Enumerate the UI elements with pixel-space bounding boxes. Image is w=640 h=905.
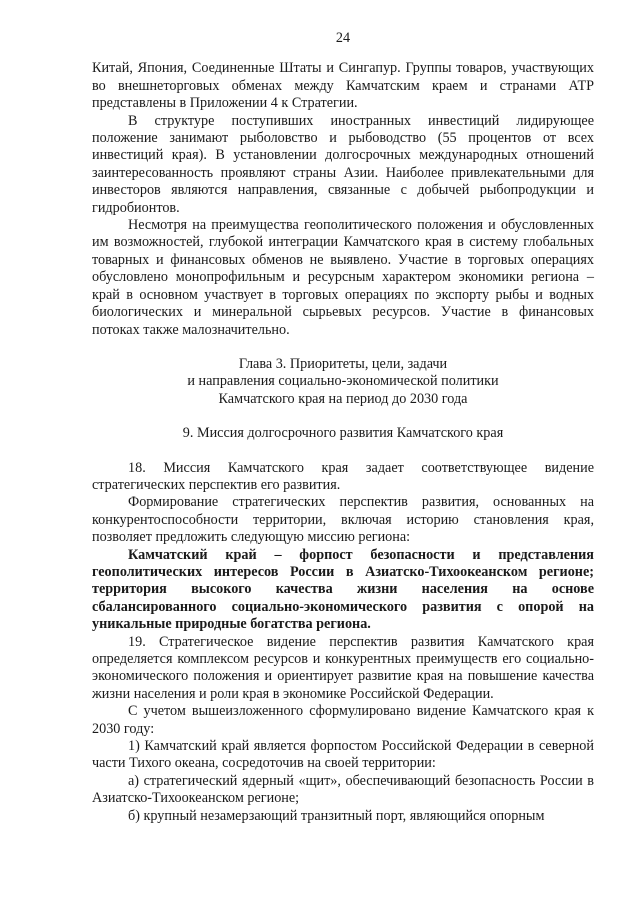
page-number: 24 (335, 30, 351, 46)
paragraph-trade-partners: Китай, Япония, Соединенные Штаты и Сингапур. Группы товаров, участвующих во внешнеторговых обменах между Камчатским краем и странами АТР представлены в Приложении 4 к Стратегии. (92, 60, 594, 112)
list-item-nuclear-shield: а) стратегический ядерный «щит», обеспечивающий безопасность России в Азиатско-Тихоокеанском регионе; (92, 772, 594, 807)
paragraph-mission-intro: 18. Миссия Камчатского края задает соответствующее видение стратегических перспектив его развития. (92, 459, 594, 493)
list-item-transit-port: б) крупный незамерзающий транзитный порт, являющийся опорным (128, 807, 545, 824)
paragraph-mission-formation: Формирование стратегических перспектив развития, основанных на конкурентоспособности территории, включая историю становления края, позволяет предложить следующую миссию региона: (92, 494, 594, 546)
section-heading: 9. Миссия долгосрочного развития Камчатского края (182, 425, 504, 442)
paragraph-strategic-vision: 19. Стратегическое видение перспектив развития Камчатского края определяется комплексом ресурсов и конкурентных преимуществ его социально-экономического положения и ориентирует развитие края на повышение качества жизни населения и роли края в экономике Российской Федерации. (92, 633, 594, 702)
chapter-heading (92, 356, 594, 408)
chapter-heading-line: Глава 3. Приоритеты, цели, задачи (238, 355, 448, 372)
paragraph-vision-2030: С учетом вышеизложенного сформулировано видение Камчатского края к 2030 году: (92, 703, 594, 737)
list-item-outpost: 1) Камчатский край является форпостом Российской Федерации в северной части Тихого океана, сосредоточив на своей территории: (92, 738, 594, 772)
paragraph-foreign-investment: В структуре поступивших иностранных инвестиций лидирующее положение занимают рыболовство и рыбоводство (55 процентов от всех инвестиций края). В установлении долгосрочных международных отношений заинтересованность проявляют страны Азии. Наиболее привлекательными для инвесторов являются направления, связанные с добычей рыбопродукции и гидробионтов. (92, 112, 594, 216)
chapter-heading-line: и направления социально-экономической политики (187, 373, 499, 390)
paragraph-integration: Несмотря на преимущества геополитического положения и обусловленных им возможностей, глубокой интеграции Камчатского края в систему глобальных товарных и финансовых обменов не выявлено. Участие в торговых операциях обусловлено монопрофильным и ресурсным характером экономики региона – край в основном участвует в торговых операциях по экспорту рыбы и водных биологических и минеральной сырьевых ресурсов. Участие в финансовых потоках также малозначительно. (92, 217, 594, 338)
paragraph-mission-statement: Камчатский край – форпост безопасности и представления геополитических интересов России в Азиатско-Тихоокеанском регионе; территория высокого качества жизни населения на основе сбалансированного социально-экономического развития с опорой на уникальные природные богатства региона. (92, 546, 594, 633)
chapter-heading-line: Камчатского края на период до 2030 года (218, 390, 468, 407)
